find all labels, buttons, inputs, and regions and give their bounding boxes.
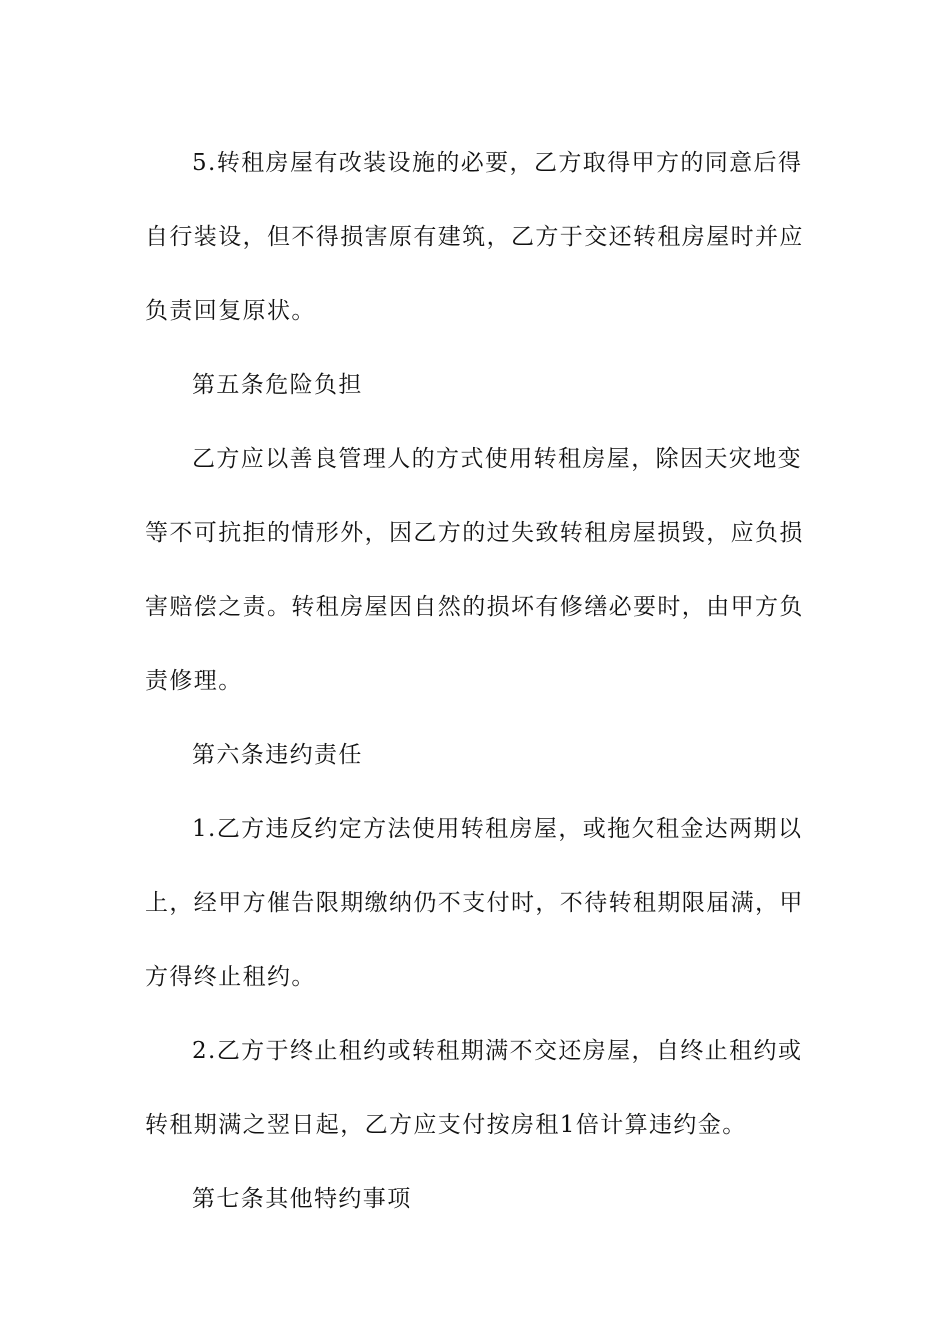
- paragraph-line: 乙方应以善良管理人的方式使用转租房屋，除因天灾地变: [192, 446, 802, 472]
- paragraph-line: 方得终止租约。: [145, 964, 316, 990]
- section-heading-special-terms: [145, 1162, 805, 1236]
- section-heading-risk: [145, 348, 805, 422]
- paragraph-renovation: [145, 126, 805, 348]
- paragraph-line: 1.乙方违反约定方法使用转租房屋，或拖欠租金达两期以: [192, 816, 803, 842]
- section-heading-liability: [145, 718, 805, 792]
- paragraph-line: 转租期满之翌日起，乙方应支付按房租1倍计算违约金。: [145, 1112, 747, 1138]
- paragraph-breach-1: [145, 792, 805, 1014]
- paragraph-line: 上，经甲方催告限期缴纳仍不支付时，不待转租期限届满，甲: [145, 890, 804, 916]
- paragraph-line: 害赔偿之责。转租房屋因自然的损坏有修缮必要时，由甲方负: [145, 594, 804, 620]
- paragraph-breach-2: [145, 1014, 805, 1162]
- document-body: [145, 126, 805, 1236]
- paragraph-line: 自行装设，但不得损害原有建筑，乙方于交还转租房屋时并应: [145, 224, 804, 250]
- paragraph-line: 5.转租房屋有改装设施的必要，乙方取得甲方的同意后得: [192, 150, 803, 176]
- paragraph-line: 责修理。: [145, 668, 243, 694]
- paragraph-line: 等不可抗拒的情形外，因乙方的过失致转租房屋损毁，应负损: [145, 520, 804, 546]
- paragraph-line: 负责回复原状。: [145, 298, 316, 324]
- heading-text: 第五条危险负担: [192, 372, 363, 398]
- paragraph-risk-bearing: [145, 422, 805, 718]
- heading-text: 第六条违约责任: [192, 742, 363, 768]
- paragraph-line: 2.乙方于终止租约或转租期满不交还房屋，自终止租约或: [192, 1038, 803, 1064]
- heading-text: 第七条其他特约事项: [192, 1186, 412, 1212]
